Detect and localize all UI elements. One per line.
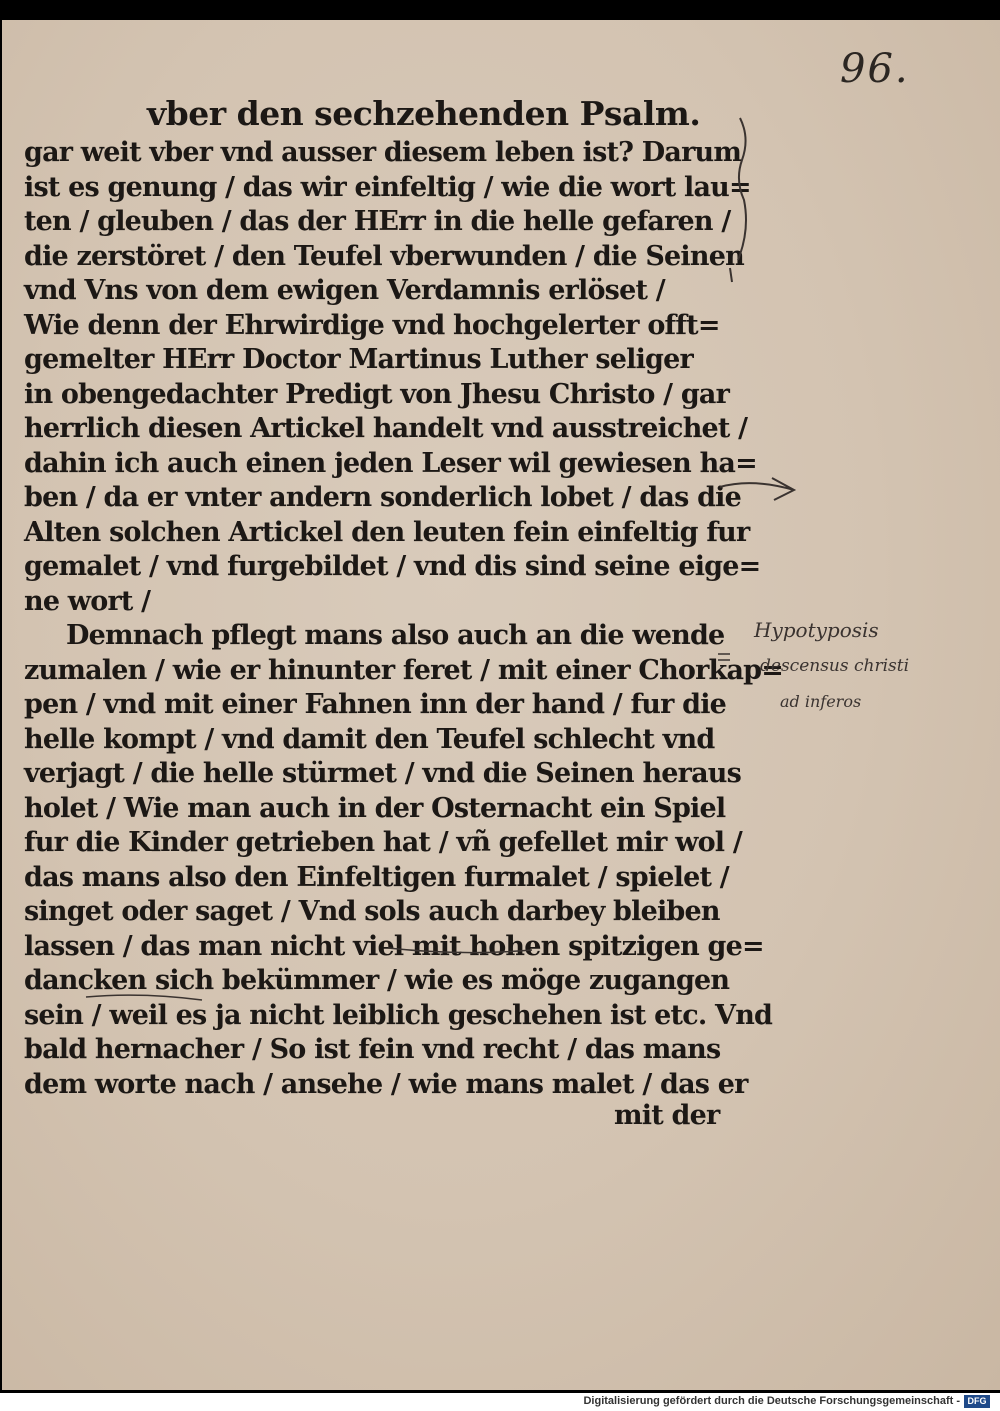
text-line: ten / gleuben / das der HErr in die helle gefaren / [24,206,731,237]
funding-credit: Digitalisierung gefördert durch die Deutsche Forschungsgemeinschaft - [583,1395,960,1407]
text-line: herrlich diesen Artickel handelt vnd ausstreichet / [24,413,748,444]
text-line: dahin ich auch einen jeden Leser wil gewiesen ha= [24,447,757,479]
text-line: holet / Wie man auch in der Osternacht ein Spiel [24,792,726,824]
text-line: lassen / das man nicht viel mit hohen spitzigen ge= [24,930,764,962]
text-line: singet oder saget / Vnd sols auch darbey bleiben [24,896,720,927]
text-line: ist es genung / das wir einfeltig / wie die wort lau= [24,171,751,203]
text-line: Alten solchen Artickel den leuten fein einfeltig fur [24,516,750,548]
text-line: verjagt / die helle stürmet / vnd die Seinen heraus [24,758,742,789]
text-line: ben / da er vnter andern sonderlich lobet / das die [24,482,742,513]
text-line: bald hernacher / So ist fein vnd recht / das mans [24,1034,721,1065]
margin-note-line: descensus christi [760,656,910,676]
dfg-logo-icon: DFG [964,1395,990,1408]
margin-note-line: Hypotyposis [754,618,879,642]
text-line: gemelter HErr Doctor Martinus Luther seliger [24,344,693,375]
text-line: gemalet / vnd furgebildet / vnd dis sind seine eige= [24,551,761,582]
arrow-mark [720,478,794,500]
text-line: das mans also den Einfeltigen furmalet / spielet / [24,861,729,893]
handwritten-marks [2,20,1000,1390]
text-line: ne wort / [24,585,151,617]
strike-mark [86,995,202,1000]
folio-number: 96. [840,46,910,92]
text-line: dem worte nach / ansehe / wie mans malet / das er [24,1068,748,1100]
text-line: vnd Vns von dem ewigen Verdamnis erlöset / [24,275,665,306]
bracket-mark [738,118,746,260]
book-page [2,20,1000,1390]
underline-mark [388,948,532,953]
text-line: pen / vnd mit einer Fahnen inn der hand / fur die [24,689,727,720]
text-line: in obengedachter Predigt von Jhesu Christo / gar [24,378,730,410]
text-line: helle kompt / vnd damit den Teufel schlecht vnd [24,723,715,755]
margin-note-line: ad inferos [780,692,862,711]
text-line: gar weit vber vnd ausser diesem leben ist? Darum [24,137,742,168]
digitization-footer [0,1393,1000,1411]
equals-mark [718,654,730,660]
catchword: mit der [614,1100,720,1131]
text-line: sein / weil es ja nicht leiblich geschehen ist etc. Vnd [24,999,773,1031]
text-line: Wie denn der Ehrwirdige vnd hochgelerter offt= [24,309,720,341]
tick-mark [730,268,732,282]
text-line: zumalen / wie er hinunter feret / mit einer Chorkap= [24,654,784,686]
text-line: die zerstöret / den Teufel vberwunden / die Seinen [24,240,744,272]
text-line: fur die Kinder getrieben hat / vñ gefellet mir wol / [24,827,742,858]
running-head: vber den sechzehenden Psalm. [147,94,701,133]
text-line: dancken sich bekümmer / wie es möge zugangen [24,965,730,996]
text-line: Demnach pflegt mans also auch an die wende [66,620,725,651]
